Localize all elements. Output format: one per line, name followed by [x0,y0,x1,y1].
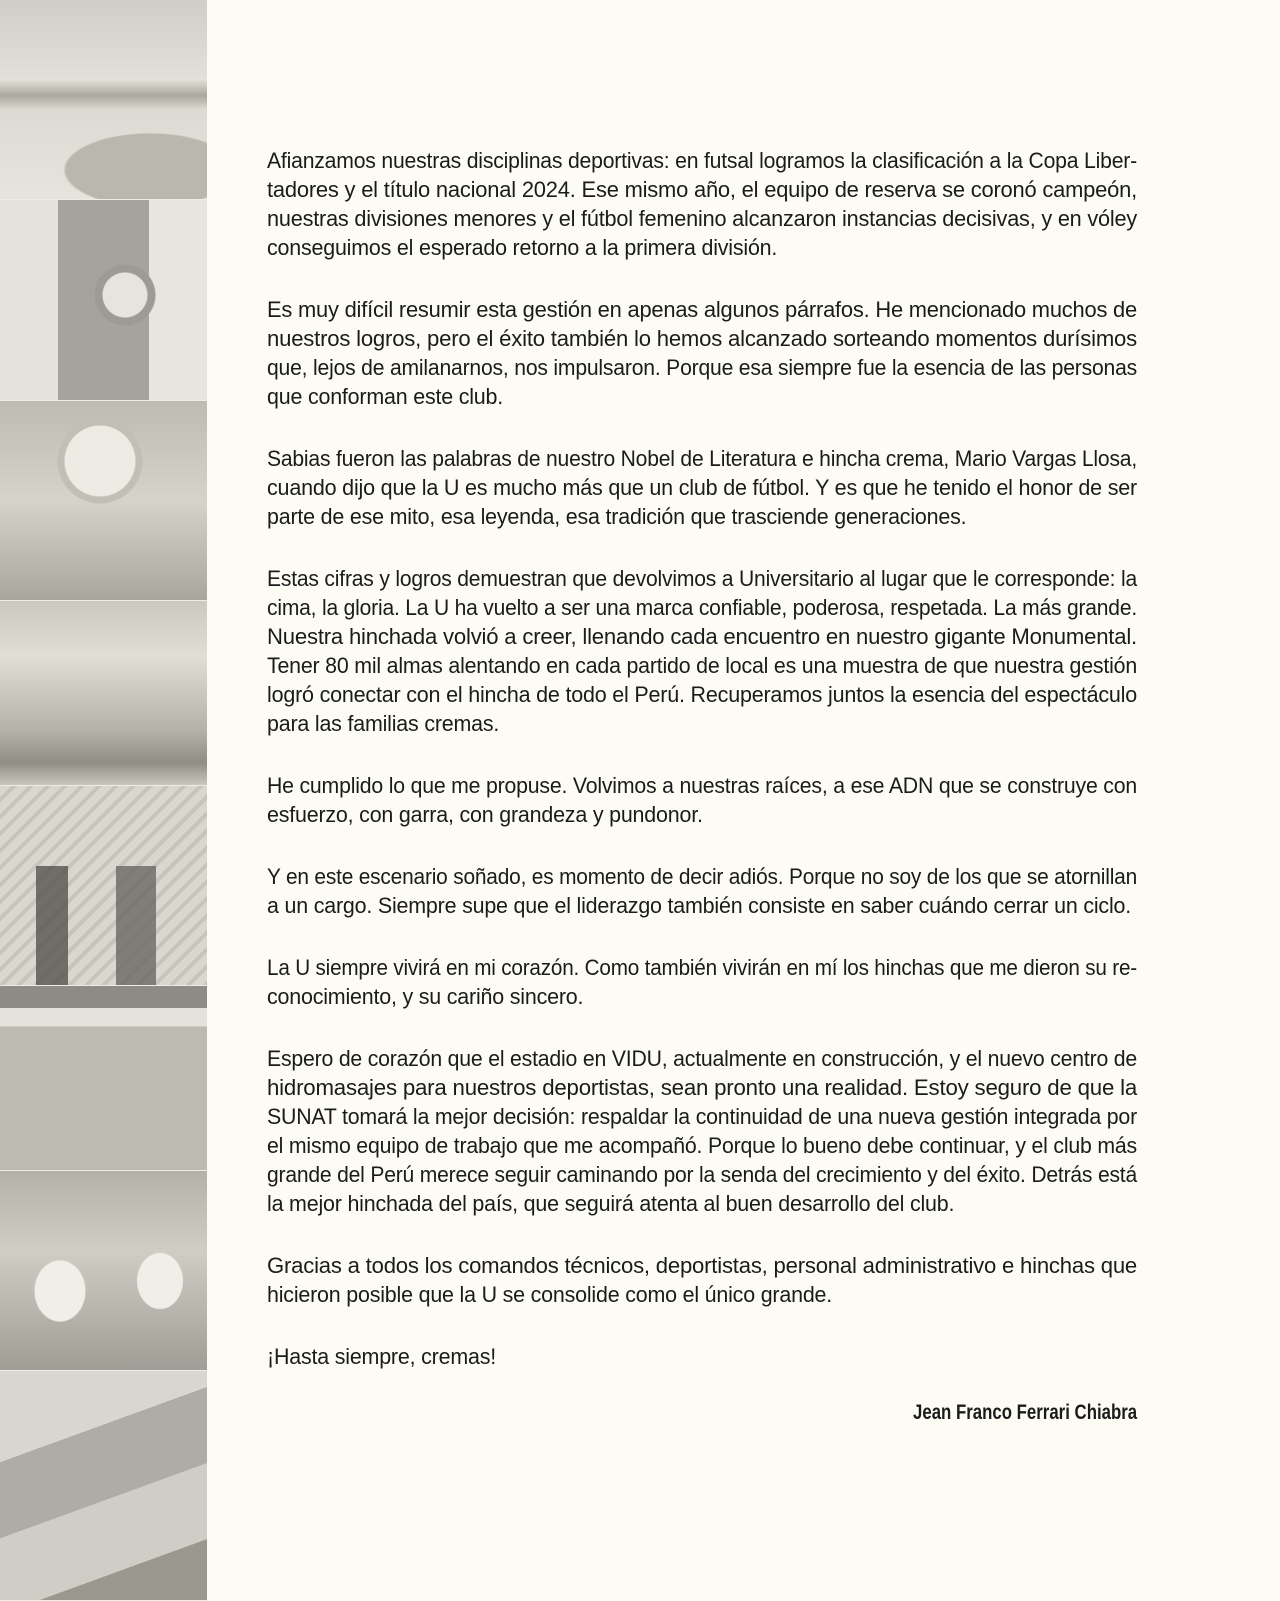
text-line: el mismo equipo de trabajo que me acompañó. Porque lo bueno debe continuar, y el club más [267,1133,1137,1158]
text-line: nuestros logros, pero el éxito también lo hemos alcanzado sorteando momentos durísimos [267,326,1137,351]
text-line: Afianzamos nuestras disciplinas deportivas: en futsal logramos la clasificación a la Copa Liber- [267,148,1137,173]
photo-staircase-inauguration [0,786,207,986]
text-line: logró conectar con el hincha de todo el Perú. Recuperamos juntos la esencia del espectáculo [267,682,1137,707]
photo-apertura-champions [0,986,207,1171]
text-line: Y en este escenario soñado, es momento de decir adiós. Porque no soy de los que se atornillan [267,864,1137,889]
text-line: SUNAT tomará la mejor decisión: respaldar la continuidad de una nueva gestión integrada por [267,1104,1137,1129]
text-line: que, lejos de amilanarnos, nos impulsaron. Porque esa siempre fue la esencia de las personas [267,355,1137,380]
text-line: parte de ese mito, esa leyenda, esa tradición que trasciende generaciones. [267,504,967,529]
text-line: nuestras divisiones menores y el fútbol femenino alcanzaron instancias decisivas, y en vóley [267,206,1137,231]
letter-body [267,146,1137,1404]
text-line: que conforman este club. [267,384,504,409]
letter-paragraph [267,953,1137,1011]
text-line: conocimiento, y su cariño sincero. [267,984,584,1009]
signature: Jean Franco Ferrari Chiabra [912,1401,1137,1424]
photo-stadium-aerial [0,1371,207,1601]
letter-paragraph [267,1251,1137,1309]
letter-paragraph [267,771,1137,829]
text-line: la mejor hinchada del país, que seguirá atenta al buen desarrollo del club. [267,1191,955,1216]
text-line: Nuestra hinchada volvió a creer, llenando cada encuentro en nuestro gigante Monumental. [267,624,1137,649]
text-line: Estas cifras y logros demuestran que devolvimos a Universitario al lugar que le corresponde: la [267,566,1137,591]
letter-paragraph [267,564,1137,738]
photo-club-hallway [0,200,207,401]
letter-paragraph [267,862,1137,920]
letter-paragraph [267,1044,1137,1218]
text-line: Tener 80 mil almas alentando en cada partido de local es una muestra de que nuestra gestión [267,653,1137,678]
letter-paragraph [267,295,1137,411]
photo-strip [0,0,207,1600]
photo-futsal-arena [0,0,207,200]
text-line: Es muy difícil resumir esta gestión en apenas algunos párrafos. He mencionado muchos de [267,297,1137,322]
letter-paragraph [267,146,1137,262]
text-line: tadores y el título nacional 2024. Ese mismo año, el equipo de reserva se coronó campeón, [267,177,1137,202]
text-line: conseguimos el esperado retorno a la primera división. [267,235,778,260]
text-line: cuando dijo que la U es mucho más que un club de fútbol. Y es que he tenido el honor de ser [267,475,1137,500]
text-line: He cumplido lo que me propuse. Volvimos a nuestras raíces, a ese ADN que se construye con [267,773,1137,798]
text-line: hicieron posible que la U se consolide como el único grande. [267,1282,833,1307]
text-line: ¡Hasta siempre, cremas! [267,1344,496,1369]
text-line: Sabias fueron las palabras de nuestro Nobel de Literatura e hincha crema, Mario Vargas Llosa, [267,446,1137,471]
text-line: Espero de corazón que el estadio en VIDU, actualmente en construcción, y el nuevo centro de [267,1046,1137,1071]
text-line: Gracias a todos los comandos técnicos, deportistas, personal administrativo e hinchas que [267,1253,1137,1278]
text-line: esfuerzo, con garra, con grandeza y pundonor. [267,802,703,827]
text-line: cima, la gloria. La U ha vuelto a ser una marca confiable, poderosa, respetada. La más grande. [267,595,1137,620]
text-line: a un cargo. Siempre supe que el liderazgo también consiste en saber cuándo cerrar un ciclo. [267,893,1132,918]
text-line: hidromasajes para nuestros deportistas, sean pronto una realidad. Estoy seguro de que la [267,1075,1137,1100]
photo-trophy-celebration [0,401,207,601]
photo-stadium-fans [0,1171,207,1371]
text-line: grande del Perú merece seguir caminando por la senda del crecimiento y del éxito. Detrás está [267,1162,1137,1187]
text-line: La U siempre vivirá en mi corazón. Como también vivirán en mí los hinchas que me dieron su re- [267,955,1137,980]
letter-paragraph [267,1342,1137,1371]
letter-paragraph [267,444,1137,531]
text-line: para las familias cremas. [267,711,500,736]
photo-champions-celebration [0,601,207,786]
